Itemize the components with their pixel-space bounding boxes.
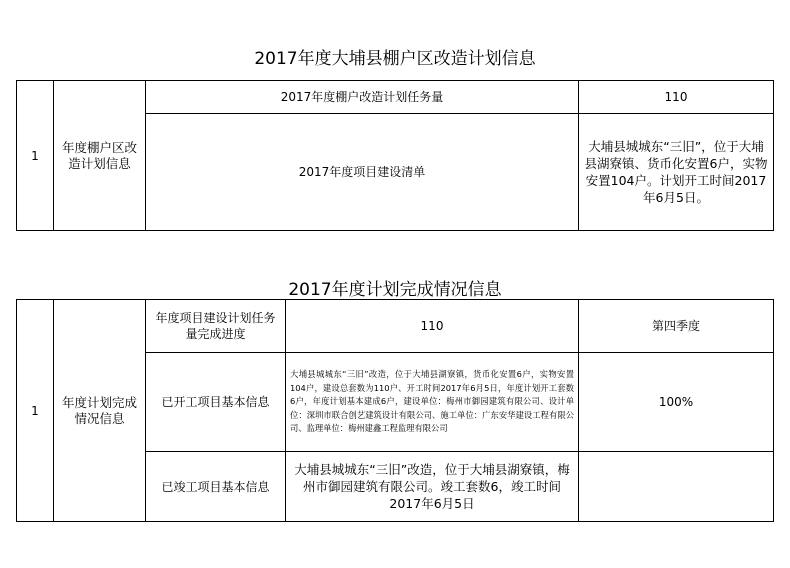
category-label: 年度计划完成情况信息 bbox=[54, 300, 146, 522]
started-project-info: 大埔县城城东“三旧”改造，位于大埔县湖寮镇，货币化安置6户，实物安置104户，建设总套数为110户、开工时间2017年6月5日，年度计划开工套数6户，年度计划基本建成6户，建设单位：梅州市御园建筑有限公司、设计单位：深圳市联合创艺建筑设计有限公司、施工单位：广东安华建设工程有限公司、监理单位：梅州建鑫工程监理有限公司 bbox=[286, 353, 579, 452]
row-index: 1 bbox=[17, 81, 54, 231]
completion-table bbox=[16, 299, 774, 522]
category-label: 年度棚户区改造计划信息 bbox=[54, 81, 146, 231]
completed-project-info: 大埔县城城东“三旧”改造，位于大埔县湖寮镇，梅州市御园建筑有限公司。竣工套数6，竣工时间2017年6月5日 bbox=[286, 452, 579, 522]
progress-label: 年度项目建设计划任务量完成进度 bbox=[146, 300, 286, 353]
quarter-value: 第四季度 bbox=[579, 300, 774, 353]
plan-table bbox=[16, 80, 774, 231]
completed-empty-cell bbox=[579, 452, 774, 522]
completion-section-title: 2017年度计划完成情况信息 bbox=[288, 280, 502, 300]
started-project-label: 已开工项目基本信息 bbox=[146, 353, 286, 452]
progress-value: 110 bbox=[286, 300, 579, 353]
row-index: 1 bbox=[17, 300, 54, 522]
started-percent: 100% bbox=[579, 353, 774, 452]
project-list-value: 大埔县城城东“三旧”，位于大埔县湖寮镇、货币化安置6户，实物安置104户。计划开工时间2017年6月5日。 bbox=[579, 114, 774, 231]
completed-project-label: 已竣工项目基本信息 bbox=[146, 452, 286, 522]
task-label: 2017年度棚户改造计划任务量 bbox=[146, 81, 579, 114]
task-value: 110 bbox=[579, 81, 774, 114]
plan-section-title: 2017年度大埔县棚户区改造计划信息 bbox=[254, 49, 536, 69]
project-list-label: 2017年度项目建设清单 bbox=[146, 114, 579, 231]
